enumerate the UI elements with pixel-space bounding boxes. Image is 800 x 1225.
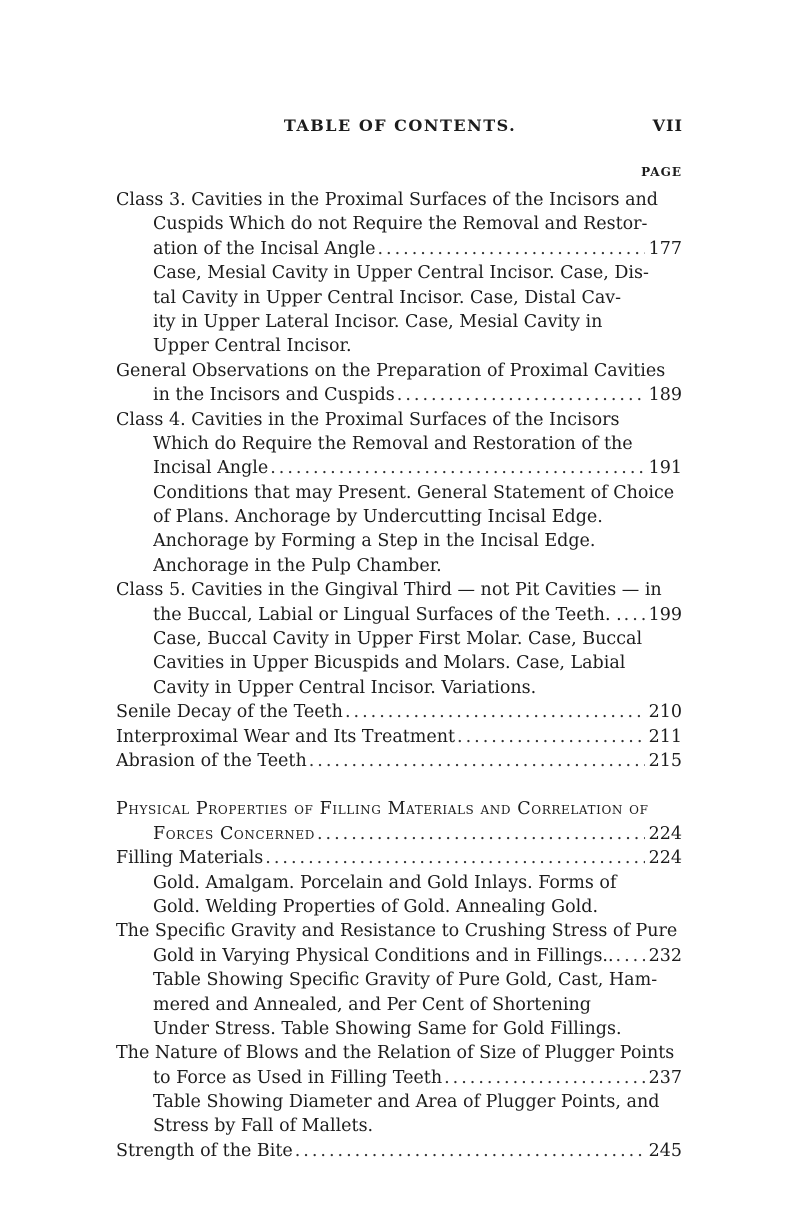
toc-entry-line [153, 237, 682, 261]
toc-entry-text: Cuspids Which do not Require the Removal and Restor- [153, 214, 648, 235]
toc-entry [0, 188, 800, 261]
toc-entry [0, 725, 800, 749]
toc-entry [0, 359, 800, 408]
toc-entry-text: Conditions that may Present. General Statement of Choice [153, 482, 675, 503]
toc-entry-text: Abrasion of the Teeth [116, 750, 307, 771]
toc-entry-line [153, 383, 682, 407]
toc-entry-text: Filling Materials [116, 848, 264, 869]
toc-entry [0, 578, 800, 627]
page-number: 177 [648, 238, 682, 259]
toc-entry-text: Class 5. Cavities in the Gingival Third — not Pit Cavities — in [116, 580, 662, 601]
toc-entry-text: Gold in Varying Physical Conditions and in Fillings.. [153, 945, 614, 966]
toc-entry-text: Anchorage in the Pulp Chamber. [153, 555, 442, 576]
toc-entry-text: Physical Properties of Filling Materials and Correlation of [116, 799, 649, 820]
toc-entry [0, 700, 800, 724]
toc-entry-text: The Nature of Blows and the Relation of Size of Plugger Points [116, 1043, 675, 1064]
toc-entry-text: Case, Buccal Cavity in Upper First Molar. Case, Buccal [153, 629, 643, 650]
toc-entry-text: Senile Decay of the Teeth [116, 702, 343, 723]
toc-entry-text: mered and Annealed, and Per Cent of Shortening [153, 994, 591, 1015]
toc-entry-text: Cavity in Upper Central Incisor. Variations. [153, 677, 537, 698]
toc-entry-text: Table Showing Diameter and Area of Plugger Points, and [153, 1092, 660, 1113]
page-number: 224 [648, 848, 682, 869]
running-title: TABLE OF CONTENTS. [283, 116, 517, 135]
toc-entry-text: The Specific Gravity and Resistance to Crushing Stress of Pure [116, 921, 678, 942]
toc-entry-text: Cavities in Upper Bicuspids and Molars. Case, Labial [153, 653, 626, 674]
toc-entry [0, 1139, 800, 1163]
toc-subentry [0, 261, 800, 359]
dot-leader [309, 749, 645, 773]
toc-entry-text: Forces Concerned [153, 823, 315, 844]
toc-subentry [0, 968, 800, 1041]
toc-entry [0, 1041, 800, 1090]
page-number: 191 [648, 458, 682, 479]
toc-entry-text: Case, Mesial Cavity in Upper Central Incisor. Case, Dis- [153, 263, 649, 284]
dot-leader [317, 822, 645, 846]
toc-entry-line [153, 1066, 682, 1090]
toc-entry-text: Stress by Fall of Mallets. [153, 1116, 374, 1137]
toc-entry-text: General Observations on the Preparation of Proximal Cavities [116, 360, 666, 381]
toc-entry-line [153, 822, 682, 846]
toc-entry-text: Anchorage by Forming a Step in the Incisal Edge. [153, 531, 596, 552]
toc-entry [0, 408, 800, 481]
page-number: 215 [648, 750, 682, 771]
toc-entry-text: Incisal Angle [153, 458, 269, 479]
toc-entry-text: Strength of the Bite [116, 1140, 293, 1161]
toc-entry-text: Upper Central Incisor. [153, 336, 352, 357]
toc-entry [0, 749, 800, 773]
toc-entry-text: Table Showing Specific Gravity of Pure Gold, Cast, Ham- [153, 970, 658, 991]
dot-leader [616, 944, 645, 968]
dot-leader [444, 1066, 645, 1090]
dot-leader [397, 383, 645, 407]
page-number: 211 [648, 726, 682, 747]
table-of-contents [0, 188, 800, 1163]
page-number: 232 [648, 945, 682, 966]
running-head [0, 116, 800, 140]
toc-entry-line [153, 944, 682, 968]
dot-leader [457, 725, 645, 749]
page-number: 245 [648, 1140, 682, 1161]
toc-entry-text: of Plans. Anchorage by Undercutting Incisal Edge. [153, 507, 603, 528]
toc-entry-text: the Buccal, Labial or Lingual Surfaces of the Teeth. . [153, 604, 622, 625]
toc-entry-text: Gold. Welding Properties of Gold. Annealing Gold. [153, 896, 599, 917]
page-number: 199 [648, 604, 682, 625]
dot-leader [270, 456, 644, 480]
toc-subentry [0, 481, 800, 579]
page-number: 189 [648, 385, 682, 406]
toc-entry-line [153, 456, 682, 480]
dot-leader [624, 603, 645, 627]
toc-entry-text: Gold. Amalgam. Porcelain and Gold Inlays. Forms of [153, 872, 617, 893]
toc-entry-text: ity in Upper Lateral Incisor. Case, Mesial Cavity in [153, 311, 603, 332]
dot-leader [295, 1139, 645, 1163]
toc-entry-text: ation of the Incisal Angle [153, 238, 376, 259]
toc-entry-text: in the Incisors and Cuspids [153, 385, 395, 406]
toc-entry-line [116, 749, 682, 773]
toc-entry-line [116, 846, 682, 870]
dot-leader [345, 700, 645, 724]
toc-entry-text: tal Cavity in Upper Central Incisor. Case, Distal Cav- [153, 287, 622, 308]
toc-entry-text: Under Stress. Table Showing Same for Gold Fillings. [153, 1018, 622, 1039]
toc-entry-line [116, 700, 682, 724]
toc-entry-text: Which do Require the Removal and Restoration of the [153, 433, 633, 454]
dot-leader [265, 846, 644, 870]
section-gap [0, 773, 800, 797]
toc-subentry [0, 627, 800, 700]
toc-entry [0, 919, 800, 968]
toc-entry-text: Class 3. Cavities in the Proximal Surfaces of the Incisors and [116, 190, 658, 210]
page-number: 224 [648, 823, 682, 844]
toc-entry-text: to Force as Used in Filling Teeth [153, 1067, 443, 1088]
page-folio: VII [652, 116, 683, 135]
dot-leader [377, 237, 644, 261]
toc-entry-line [116, 725, 682, 749]
toc-entry-line [116, 1139, 682, 1163]
toc-entry-line [153, 603, 682, 627]
toc-entry [0, 797, 800, 846]
toc-entry-text: Interproximal Wear and Its Treatment [116, 726, 456, 747]
toc-subentry [0, 871, 800, 920]
toc-subentry [0, 1090, 800, 1139]
toc-entry [0, 846, 800, 870]
page-column-label: PAGE [641, 165, 682, 179]
page-number: 210 [648, 702, 682, 723]
toc-entry-text: Class 4. Cavities in the Proximal Surfaces of the Incisors [116, 409, 620, 430]
page-number: 237 [648, 1067, 682, 1088]
